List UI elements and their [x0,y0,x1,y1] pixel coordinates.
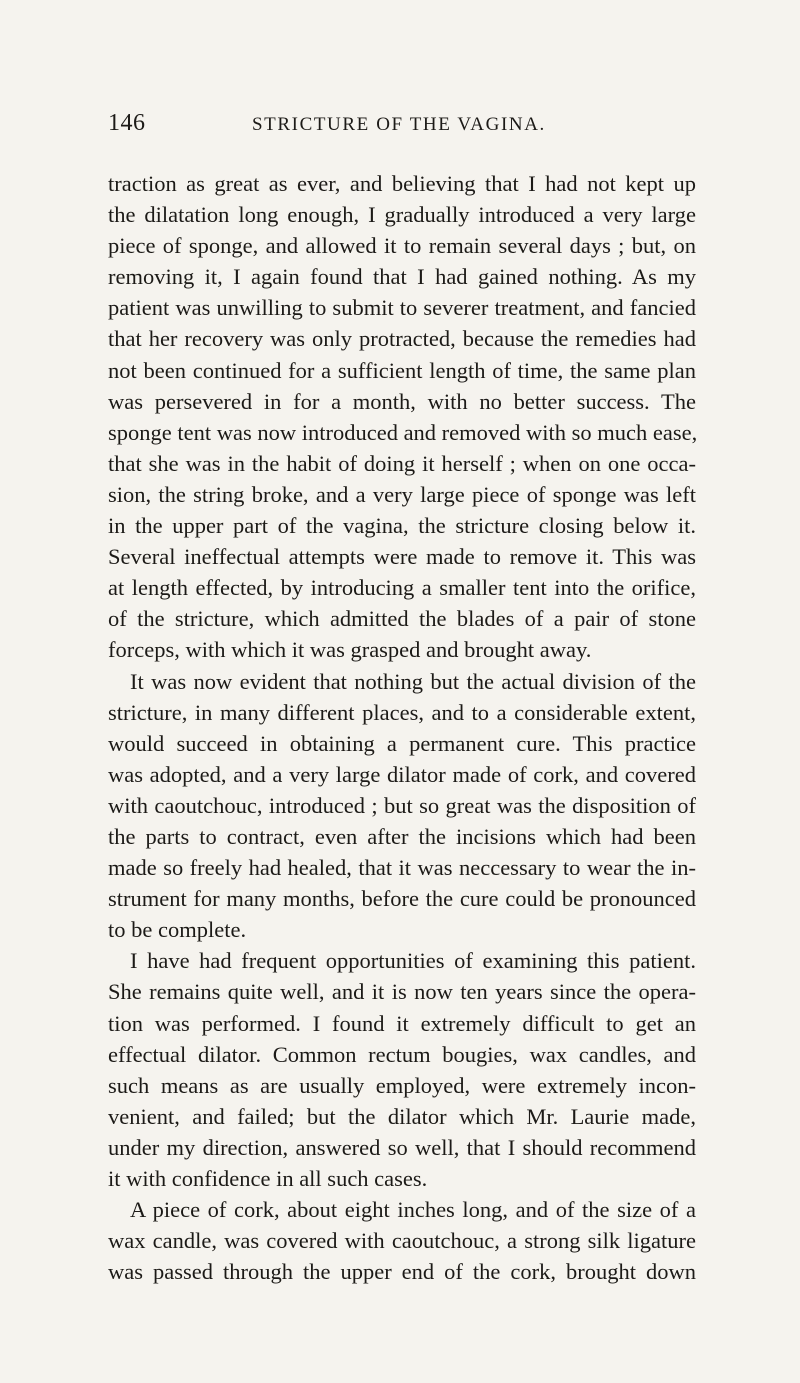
text-line: that her recovery was only protracted, because the remedies had [108,326,696,352]
text-line: sponge tent was now introduced and removed with so much ease, [108,419,698,445]
text-line: the dilatation long enough, I gradually introduced a very large [108,202,696,228]
running-head [108,110,708,140]
text-line: in the upper part of the vagina, the stricture closing below it. [108,513,696,539]
text-line: venient, and failed; but the dilator which Mr. Laurie made, [108,1103,696,1129]
paragraph [108,168,696,666]
text-line: to be complete. [108,917,247,943]
text-line: strument for many months, before the cure could be pronounced [108,886,696,912]
text-line: I have had frequent opportunities of examining this patient. [130,948,696,974]
text-line: such means as are usually employed, were extremely incon- [108,1072,696,1098]
text-line: She remains quite well, and it is now ten years since the opera- [108,979,696,1005]
text-line: piece of sponge, and allowed it to remain several days ; but, on [108,233,696,259]
text-line: forceps, with which it was grasped and brought away. [108,637,592,663]
text-line: of the stricture, which admitted the blades of a pair of stone [108,606,696,632]
text-line: that she was in the habit of doing it herself ; when on one occa- [108,450,696,476]
text-line: stricture, in many different places, and to a considerable extent, [108,699,696,725]
text-line: the parts to contract, even after the incisions which had been [108,823,696,849]
text-line: tion was performed. I found it extremely difficult to get an [108,1010,696,1036]
text-line: wax candle, was covered with caoutchouc, a strong silk ligature [108,1228,696,1254]
text-line: it with confidence in all such cases. [108,1166,428,1191]
paragraph [108,945,696,1194]
page-number: 146 [108,110,146,136]
text-line: would succeed in obtaining a permanent cure. This practice [108,730,696,756]
text-line: was persevered in for a month, with no better success. The [108,388,696,414]
text-line: patient was unwilling to submit to severer treatment, and fancied [108,295,696,321]
text-line: made so freely had healed, that it was neccessary to wear the in- [108,855,696,881]
text-line: under my direction, answered so well, that I should recommend [108,1134,696,1160]
text-line: with caoutchouc, introduced ; but so great was the disposition of [108,792,696,818]
text-line: sion, the string broke, and a very large piece of sponge was left [108,481,696,507]
paragraph [108,1194,696,1287]
text-line: A piece of cork, about eight inches long, and of the size of a [130,1197,696,1223]
text-line: not been continued for a sufficient length of time, the same plan [108,357,696,383]
running-title: STRICTURE OF THE VAGINA. [252,114,546,135]
text-line: at length effected, by introducing a smaller tent into the orifice, [108,575,696,601]
text-line: was passed through the upper end of the cork, brought down [108,1259,696,1285]
text-line: traction as great as ever, and believing that I had not kept up [108,171,696,196]
text-line: removing it, I again found that I had gained nothing. As my [108,264,696,290]
paragraph [108,666,696,946]
text-line: was adopted, and a very large dilator made of cork, and covered [108,761,696,787]
text-line: effectual dilator. Common rectum bougies, wax candles, and [108,1041,696,1067]
text-line: It was now evident that nothing but the actual division of the [130,668,696,694]
body-text [108,168,696,1287]
text-line: Several ineffectual attempts were made to remove it. This was [108,544,696,570]
